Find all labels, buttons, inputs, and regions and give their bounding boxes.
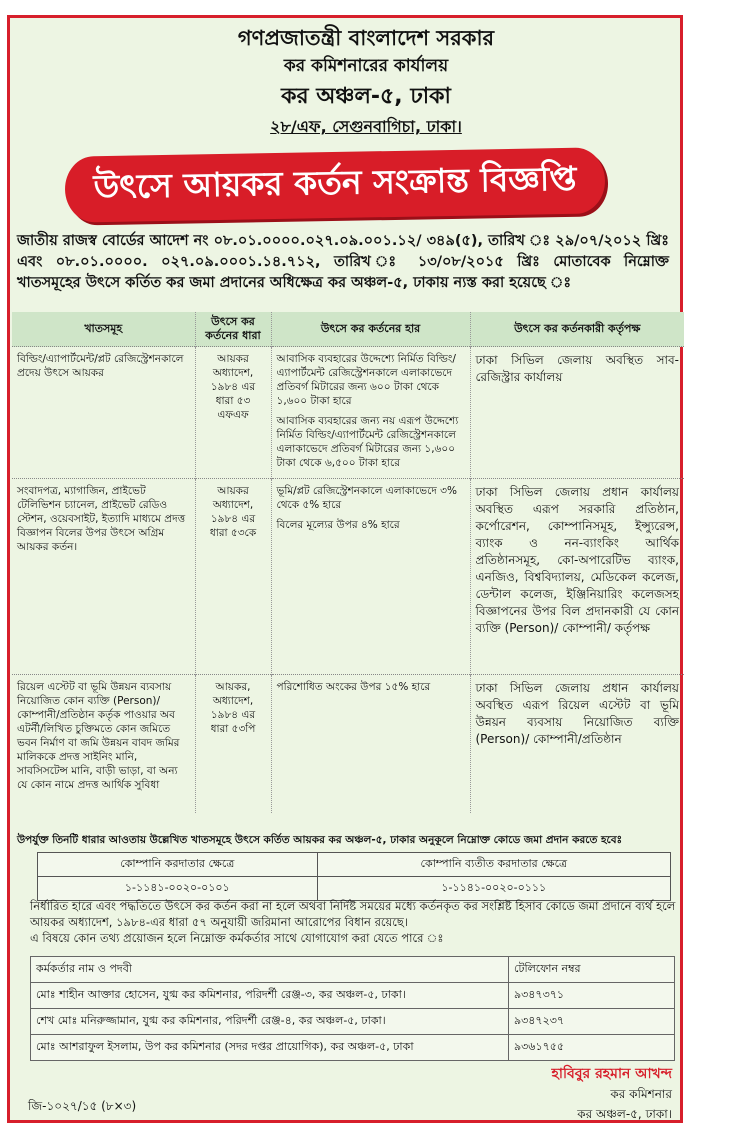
code-header-company: কোম্পানি করদাতার ক্ষেত্রে xyxy=(38,853,318,877)
table-row xyxy=(31,1035,675,1061)
col-header-section: উৎসে কর কর্তনের ধারা xyxy=(195,312,271,347)
table-row xyxy=(31,983,675,1009)
cell-section: আয়কর অধ্যাদেশ, ১৯৮৪ এর ধারা ৫৩ এফএফ xyxy=(195,347,271,479)
contact-name: মোঃ শাহীন আক্তার হোসেন, যুগ্ম কর কমিশনার, পরিদর্শী রেঞ্জ-৩, কর অঞ্চল-৫, ঢাকা। xyxy=(31,983,509,1009)
cell-rate xyxy=(271,347,470,479)
cell-authority: ঢাকা সিভিল জেলায় অবস্থিত সাব-রেজিস্ট্রার কার্যালয় xyxy=(470,347,684,479)
table-row xyxy=(31,1009,675,1035)
code-company: ১-১১৪১-০০২০-০১০১ xyxy=(38,877,318,901)
cell-section: আয়কর, অধ্যাদেশ, ১৯৮৪ এর ধারা ৫৩পি xyxy=(195,675,271,813)
office-title: কর কমিশনারের কার্যালয় xyxy=(283,56,449,76)
table-row xyxy=(12,675,684,813)
reference-number: জি-১০২৭/১৫ (৮×৩) xyxy=(28,1099,137,1113)
code-non-company: ১-১১৪১-০০২০-০১১১ xyxy=(317,877,670,901)
contact-phone: ৯৩৪৭২৩৭ xyxy=(509,1009,675,1035)
contact-header-name: কর্মকর্তার নাম ও পদবী xyxy=(31,957,509,983)
cell-rate xyxy=(271,479,470,675)
col-header-sector: খাতসমূহ xyxy=(12,312,195,347)
table-header-row xyxy=(12,312,684,347)
contact-name: মোঃ আশরাফুল ইসলাম, উপ কর কমিশনার (সদর দপ্তর প্রায়োগিক), কর অঞ্চল-৫, ঢাকা xyxy=(31,1035,509,1061)
penalty-text: নির্ধারিত হারে এবং পদ্ধতিতে উৎসে কর কর্তন করা না হলে অথবা নির্দিষ্ট সময়ের মধ্যে কর্তনকৃত কর সংশ্লিষ্ট হিসাব কোডে জমা প্রদানে ব্যর্থ হলে আয়কর অধ্যাদেশ, ১৯৮৪-এর ধারা ৫৭ অনুযায়ী জরিমানা আরোপের বিধান রয়েছে। xyxy=(30,899,676,929)
rate-text: আবাসিক ব্যবহারের উদ্দেশ্যে নির্মিত বিল্ডিং/এ্যাপার্টমেন্ট রেজিস্ট্রেশনকালে এলাকাভেদে প্রতিবর্গ মিটারের জন্য ৬০০ টাকা থেকে ১,৬০০ টাকা হারে xyxy=(276,353,456,407)
contact-header-phone: টেলিফোন নম্বর xyxy=(509,957,675,983)
banner-title: উৎসে আয়কর কর্তন সংক্রান্ত বিজ্ঞপ্তি xyxy=(93,158,577,207)
intro-paragraph: জাতীয় রাজস্ব বোর্ডের আদেশ নং ০৮.০১.০০০০.০২৭.০৯.০০১.১২/ ৩৪৯(৫), তারিখ ঃ ২৯/০৭/২০১২ খ্রিঃ এবং ০৮.০১.০০০০. ০২৭.০৯.০০০১.১৪.৭১২, তারিখ ঃ ১৩/০৮/২০১৫ খ্রিঃ মোতাবেক নিম্নোক্ত খাতসমূহের উৎসে কর্তিত কর জমা প্রদানের অধিক্ষেত্র কর অঞ্চল-৫, ঢাকায় ন্যস্ত করা হয়েছে ঃ xyxy=(17,233,669,291)
notice-banner xyxy=(64,147,605,222)
code-header-non-company: কোম্পানি ব্যতীত করদাতার ক্ষেত্রে xyxy=(317,853,670,877)
signatory-title: কর কমিশনার xyxy=(610,1087,672,1101)
rate-text: ভূমি/প্লট রেজিস্ট্রেশনকালে এলাকাভেদে ৩% থেকে ৫% হারে xyxy=(276,485,457,511)
cell-rate xyxy=(271,675,470,813)
cell-sector: রিয়েল এস্টেট বা ভূমি উন্নয়ন ব্যবসায় নিয়োজিত কোন ব্যক্তি (Person)/ কোম্পানী/প্রতিষ্ঠান কর্তৃক পাওয়ার অব এটর্নী/লিখিত চুক্তিমতে কোন জমিতে ভবন নির্মাণ বা জমি উন্নয়ন বাবদ জমির মালিককে প্রদত্ত সাইনিং মানি, সাবসিসটেন্স মানি, বাড়ী ভাড়া, বা অন্য যে কোন নামে প্রদত্ত আর্থিক সুবিধা xyxy=(12,675,195,813)
signatory-office: কর অঞ্চল-৫, ঢাকা। xyxy=(577,1107,672,1121)
contact-phone: ৯৩৬১৭৫৫ xyxy=(509,1035,675,1061)
penalty-note xyxy=(30,898,680,946)
zone-title: কর অঞ্চল-৫, ঢাকা xyxy=(281,84,451,109)
govt-title: গণপ্রজাতন্ত্রী বাংলাদেশ সরকার xyxy=(237,26,495,50)
signatory-name: হাবিবুর রহমান আখন্দ xyxy=(551,1066,672,1082)
cell-authority: ঢাকা সিভিল জেলায় প্রধান কার্যালয় অবস্থিত এরূপ রিয়েল এস্টেট বা ভূমি উন্নয়ন ব্যবসায় নিয়োজিত ব্যক্তি (Person)/ কোম্পানী/প্রতিষ্ঠান xyxy=(470,675,684,813)
rate-text: আবাসিক ব্যবহারের জন্য নয় এরূপ উদ্দেশ্যে নির্মিত বিল্ডিং/এ্যাপার্টমেন্ট রেজিস্ট্রেশনকালে এলাকাভেদে প্রতিবর্গ মিটারের জন্য ১,৬০০ টাকা থেকে ৬,৫০০ টাকা হারে xyxy=(276,415,459,469)
cell-section: আয়কর অধ্যাদেশ, ১৯৮৪ এর ধারা ৫৩কে xyxy=(195,479,271,675)
office-address: ২৮/এফ, সেগুনবাগিচা, ঢাকা। xyxy=(270,117,462,136)
table-row xyxy=(12,347,684,479)
table-row xyxy=(12,479,684,675)
deposit-note: উপর্যুক্ত তিনটি ধারার আওতায় উল্লেখিত খাতসমূহে উৎসে কর্তিত আয়কর কর অঞ্চল-৫, ঢাকার অনুকূলে নিম্নোক্ত কোডে জমা প্রদান করতে হবেঃ xyxy=(17,834,623,846)
tax-sectors-table xyxy=(12,312,684,813)
col-header-rate: উৎসে কর কর্তনের হার xyxy=(271,312,470,347)
contact-note: এ বিষয়ে কোন তথ্য প্রয়োজন হলে নিম্নোক্ত কর্মকর্তার সাথে যোগাযোগ করা যেতে পারে ঃ xyxy=(30,931,444,945)
signature-block xyxy=(552,1064,672,1124)
cell-sector: সংবাদপত্র, ম্যাগাজিন, প্রাইভেট টেলিভিশন চ্যানেল, প্রাইভেট রেডিও স্টেশন, ওয়েবসাইট, ইত্যাদি মাধ্যমে প্রদত্ত বিজ্ঞাপন বিলের উপর উৎসে অগ্রিম আয়কর কর্তন। xyxy=(12,479,195,675)
cell-authority: ঢাকা সিভিল জেলায় প্রধান কার্যালয় অবস্থিত এরূপ সরকারি প্রতিষ্ঠান, কর্পোরেশন, কোম্পানিসমূহ, ইন্স্যুরেন্স, ব্যাংক ও নন-ব্যাংকিং আর্থিক প্রতিষ্ঠানসমূহ, কো-অপারেটিভ ব্যাংক, এনজিও, বিশ্ববিদ্যালয়, মেডিকেল কলেজ, ডেন্টাল কলেজ, ইঞ্জিনিয়ারিং কলেজসহ বিজ্ঞাপনের উপর বিল প্রদানকারী যে কোন ব্যক্তি (Person)/ কোম্পানী/ কর্তৃপক্ষ xyxy=(470,479,684,675)
contact-phone: ৯৩৪৭৩৭১ xyxy=(509,983,675,1009)
cell-sector: বিল্ডিং/এ্যাপার্টমেন্ট/প্লট রেজিস্ট্রেশনকালে প্রদেয় উৎসে আয়কর xyxy=(12,347,195,479)
rate-text: বিলের মূল্যের উপর ৪% হারে xyxy=(276,519,400,531)
contact-name: শেখ মোঃ মনিরুজ্জামান, যুগ্ম কর কমিশনার, পরিদর্শী রেঞ্জ-৪, কর অঞ্চল-৫, ঢাকা। xyxy=(31,1009,509,1035)
col-header-authority: উৎসে কর কর্তনকারী কর্তৃপক্ষ xyxy=(470,312,684,347)
deposit-code-table xyxy=(37,852,671,901)
rate-text: পরিশোধিত অংকের উপর ১৫% হারে xyxy=(276,681,431,693)
contact-table xyxy=(30,956,675,1061)
